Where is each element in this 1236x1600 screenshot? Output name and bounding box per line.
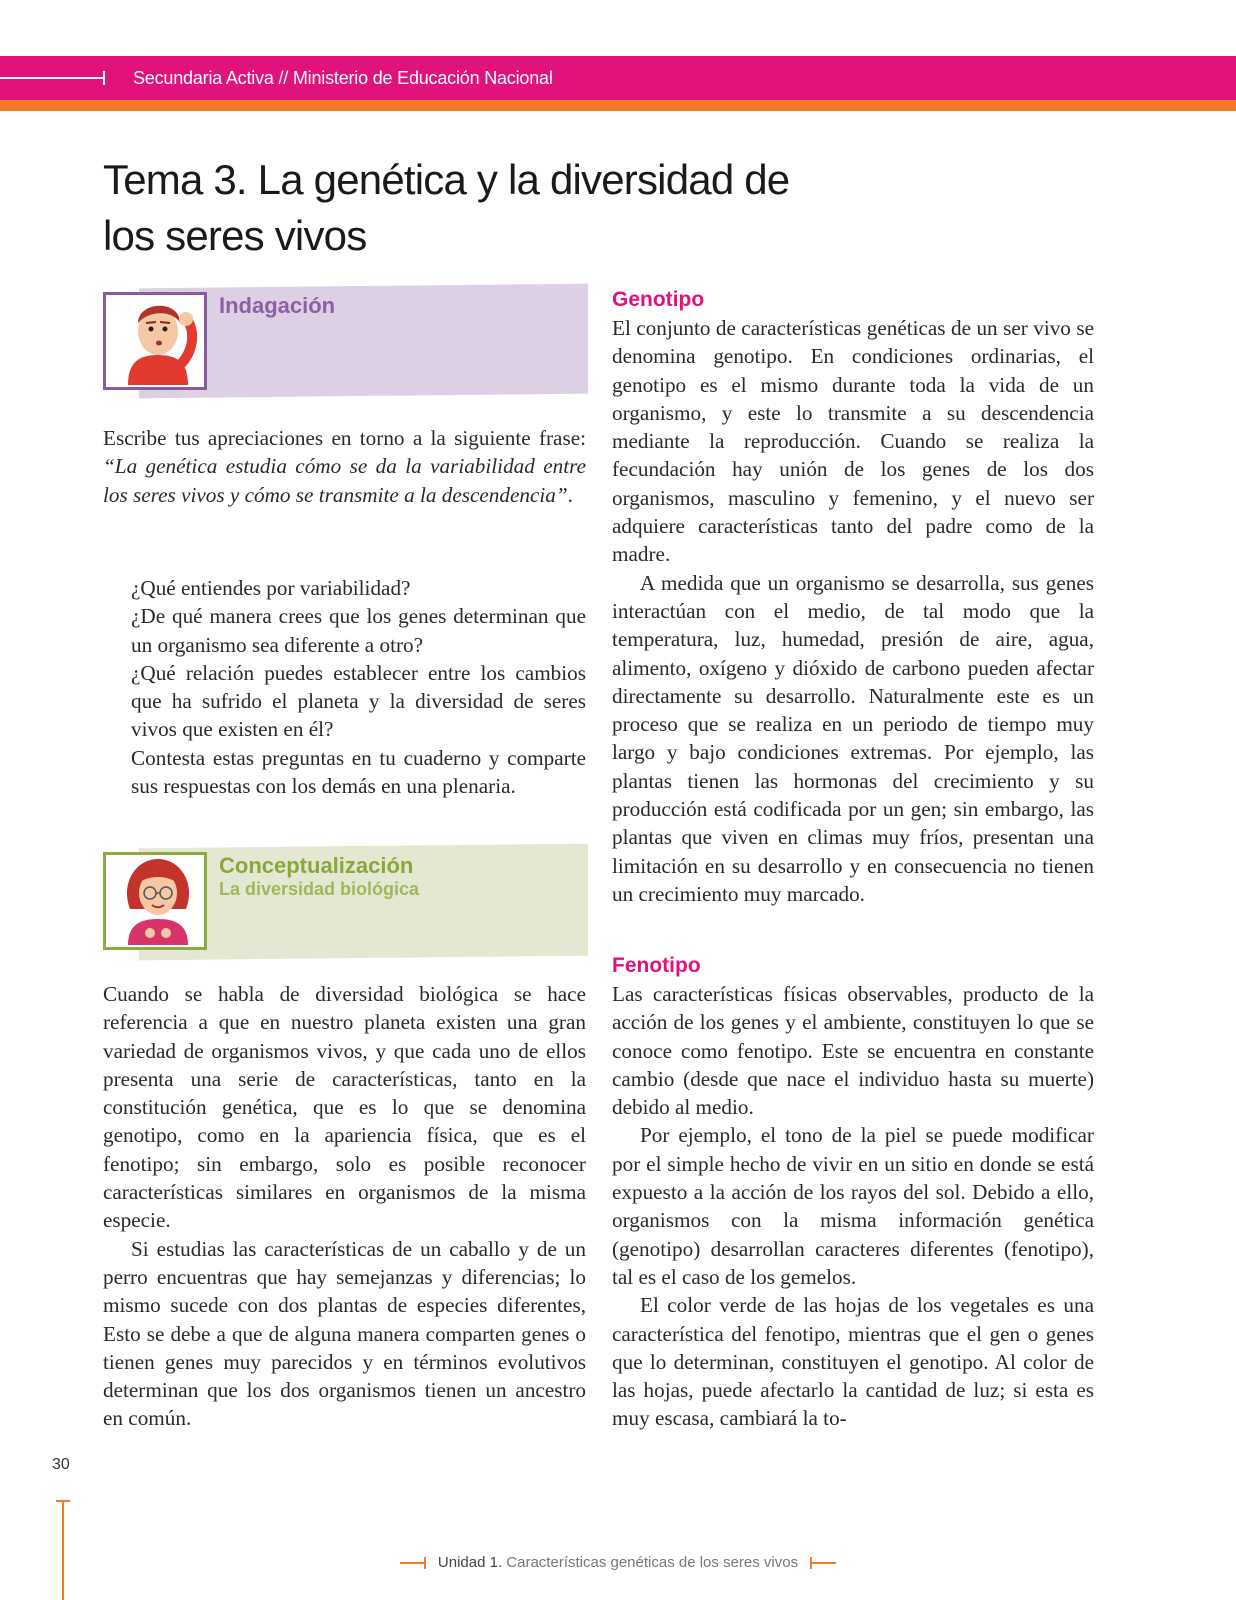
fenotipo-section	[612, 952, 1094, 1433]
conceptualizacion-body	[103, 980, 586, 1433]
fenotipo-paragraph: Las características físicas observables, producto de la acción de los genes y el ambiente, constituyen lo que se conoce como fenotipo. Este se encuentra en constante cambio (desde que nace el individuo hasta su muerte) debido al medio.	[612, 982, 1094, 1120]
indagacion-box	[103, 286, 588, 396]
page-title: Tema 3. La genética y la diversidad de los seres vivos	[103, 156, 790, 259]
question-item: Contesta estas preguntas en tu cuaderno y comparte sus respuestas con los demás en una plenaria.	[131, 745, 586, 799]
body-paragraph: Si estudias las características de un caballo y de un perro encuentras que hay semejanzas y diferencias; lo mismo sucede con dos plantas de especies diferentes, Esto se debe a que de alguna manera comparten genes o tienen genes muy parecidos y en términos evolutivos determinan que los dos organismos tienen un ancestro en común.	[103, 1236, 586, 1431]
fenotipo-paragraph: Por ejemplo, el tono de la piel se puede modificar por el simple hecho de vivir en un sitio en donde se está expuesto a la acción de los rayos del sol. Debido a ello, organismos con la misma información genética (genotipo) desarrollan caracteres diferentes (fenotipo), tal es el caso de los gemelos.	[612, 1123, 1094, 1289]
question-item: ¿Qué relación puedes establecer entre los cambios que ha sufrido el planeta y la diversidad de seres vivos que existen en él?	[131, 660, 586, 742]
question-item: ¿Qué entiendes por variabilidad?	[131, 576, 411, 600]
genotipo-paragraph: El conjunto de características genéticas de un ser vivo se denomina genotipo. En condiciones ordinarias, el genotipo es el mismo durante toda la vida de un organismo, y este lo transmite a su descendencia mediante la reproducción. Cuando se realiza la fecundación hay unión de los genes de los dos organismos, masculino y femenino, y el nuevo ser adquiere características tanto del padre como de la madre.	[612, 316, 1094, 567]
footer-dash-right	[810, 1562, 836, 1564]
margin-tick	[56, 1500, 70, 1502]
fenotipo-paragraph: El color verde de las hojas de los vegetales es una característica del fenotipo, mientras que el gen o genes que lo determinan, constituyen el genotipo. Al color de las hojas, puede afectarlo la cantidad de luz; si esta es muy escasa, cambiará la to-	[612, 1293, 1094, 1431]
body-paragraph: Cuando se habla de diversidad biológica se hace referencia a que en nuestro planeta existen una gran variedad de organismos vivos, y que cada uno de ellos presenta una serie de características, tanto en la constitución genética, que es lo que se denomina genotipo, como en la apariencia física, que es el fenotipo; sin embargo, solo es posible reconocer características similares en organismos de la misma especie.	[103, 982, 586, 1233]
intro-text: Escribe tus apreciaciones en torno a la siguiente frase:	[103, 426, 586, 450]
fenotipo-heading: Fenotipo	[612, 954, 701, 977]
conceptualizacion-sublabel: La diversidad biológica	[219, 879, 420, 899]
header-rule	[0, 77, 103, 79]
margin-line	[62, 1500, 64, 1600]
conceptualizacion-frame	[103, 852, 207, 950]
genotipo-heading: Genotipo	[612, 288, 705, 311]
thinking-boy-icon	[110, 293, 206, 385]
indagacion-label: Indagación	[219, 293, 336, 318]
header-tick	[103, 71, 105, 85]
genotipo-section	[612, 286, 1094, 908]
footer-unit: Unidad 1.	[437, 1554, 503, 1571]
question-list	[131, 574, 586, 800]
girl-glasses-icon	[110, 853, 206, 945]
header-text: Secundaria Activa // Ministerio de Educación Nacional	[133, 68, 553, 88]
footer-unit-title: Características genéticas de los seres vivos	[506, 1554, 799, 1571]
footer	[0, 1554, 1236, 1571]
genotipo-paragraph: A medida que un organismo se desarrolla, sus genes interactúan con el medio, de tal modo que la temperatura, luz, humedad, presión de aire, agua, alimento, oxígeno y dióxido de carbono pueden afectar directamente su desarrollo. Naturalmente este es un proceso que se realiza en un periodo de tiempo muy largo y bajo condiciones extremas. Por ejemplo, las plantas tienen las hormonas del crecimiento y su producción está codificada por un gen; sin embargo, las plantas que viven en climas muy fríos, presentan una limitación en su desarrollo y en consecuencia no tienen un crecimiento muy marcado.	[612, 570, 1094, 906]
intro-quote: “La genética estudia cómo se da la variabilidad entre los seres vivos y cómo se transmite a la descendencia”	[103, 454, 586, 507]
header-stripe	[0, 100, 1236, 111]
indagacion-frame	[103, 292, 207, 390]
question-item: ¿De qué manera crees que los genes determinan que un organismo sea diferente a otro?	[131, 604, 586, 657]
footer-dash-left	[400, 1562, 426, 1564]
page-number: 30	[52, 1456, 70, 1473]
intro-end: .	[567, 482, 573, 507]
indagacion-intro-paragraph	[103, 424, 586, 509]
indagacion-intro	[103, 424, 586, 509]
conceptualizacion-label: Conceptualización	[219, 853, 414, 878]
conceptualizacion-box	[103, 846, 588, 958]
